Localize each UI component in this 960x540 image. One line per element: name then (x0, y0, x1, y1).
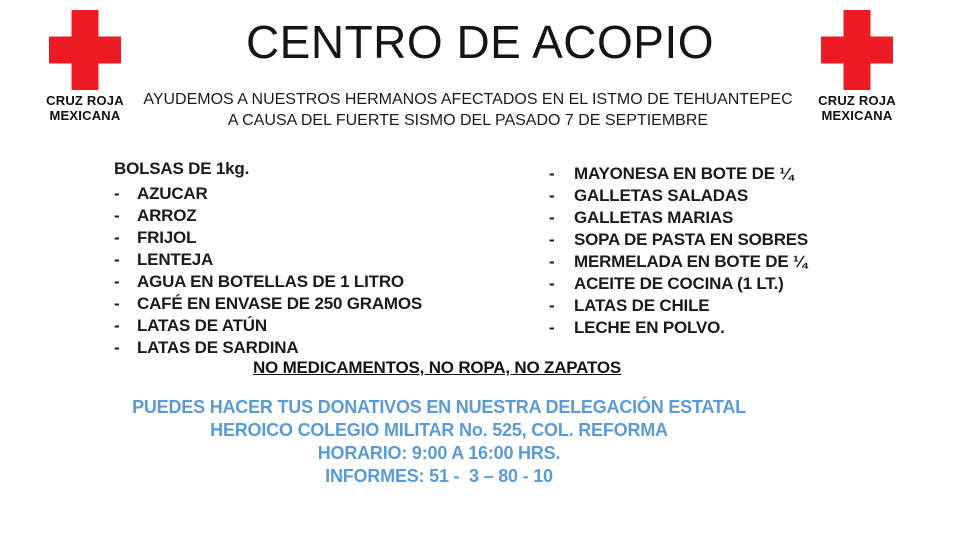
list-item-label: AGUA EN BOTELLAS DE 1 LITRO (137, 272, 404, 291)
donation-hours: HORARIO: 9:00 A 16:00 HRS. (317, 443, 561, 463)
list-item-label: CAFÉ EN ENVASE DE 250 GRAMOS (137, 294, 423, 313)
bullet-dash: - (114, 250, 120, 269)
bullet-dash: - (549, 318, 555, 337)
logo-caption-line2: MEXICANA (49, 108, 121, 123)
list-item-label: AZUCAR (137, 184, 208, 203)
list-item-label: LATAS DE CHILE (574, 296, 710, 315)
donation-info (0, 396, 878, 488)
page-title: CENTRO DE ACOPIO (245, 16, 715, 68)
bullet-dash: - (549, 296, 555, 315)
bullet-dash: - (549, 208, 555, 227)
bullet-dash: - (114, 294, 120, 313)
donation-list-rows (114, 183, 422, 359)
list-item (549, 295, 808, 317)
bullet-dash: - (549, 252, 555, 271)
bullet-dash: - (114, 206, 120, 225)
list-item (114, 337, 422, 359)
logo-caption (44, 93, 126, 123)
list-item (549, 251, 808, 273)
list-item (114, 271, 422, 293)
list-item (549, 317, 808, 339)
list-item (114, 183, 422, 205)
list-item (549, 185, 808, 207)
bullet-dash: - (549, 274, 555, 293)
donation-list-right (549, 160, 808, 339)
list-item-label: ARROZ (137, 206, 197, 225)
logo-caption-line1: CRUZ ROJA (818, 93, 896, 108)
list-item (114, 249, 422, 271)
list-item (549, 163, 808, 185)
list-item-label: LATAS DE SARDINA (137, 338, 299, 357)
page-subtitle (120, 89, 816, 131)
list-item (114, 205, 422, 227)
list-item (114, 227, 422, 249)
list-item-label: SOPA DE PASTA EN SOBRES (574, 230, 809, 249)
list-item (549, 273, 808, 295)
bullet-dash: - (114, 272, 120, 291)
list-item-label: FRIJOL (137, 228, 197, 247)
bullet-dash: - (114, 184, 120, 203)
bullet-dash: - (114, 228, 120, 247)
list-item (114, 315, 422, 337)
donation-info-line1: PUEDES HACER TUS DONATIVOS EN NUESTRA DELEGACIÓN ESTATAL (132, 397, 746, 417)
list-item-label: LATAS DE ATÚN (137, 316, 267, 335)
list-item-label: LECHE EN POLVO. (574, 318, 725, 337)
logo-caption (816, 93, 898, 123)
donation-list-rows (549, 163, 808, 339)
bullet-dash: - (549, 230, 555, 249)
list-item-label: MERMELADA EN BOTE DE ¼ (574, 252, 807, 271)
list-item-label: GALLETAS SALADAS (574, 186, 749, 205)
list-item-label: MAYONESA EN BOTE DE ¼ (574, 164, 794, 183)
bullet-dash: - (114, 316, 120, 335)
donation-phone: INFORMES: 51 - 3 – 80 - 10 (325, 466, 553, 486)
donation-list-left (114, 158, 422, 359)
bullet-dash: - (549, 186, 555, 205)
subtitle-line2: A CAUSA DEL FUERTE SISMO DEL PASADO 7 DE SEPTIEMBRE (227, 112, 709, 129)
list-item-label: ACEITE DE COCINA (1 LT.) (574, 274, 784, 293)
bullet-dash: - (549, 164, 555, 183)
list-item (549, 207, 808, 229)
subtitle-line1: AYUDEMOS A NUESTROS HERMANOS AFECTADOS EN EL ISTMO DE TEHUANTEPEC (143, 91, 793, 108)
restrictions-notice: NO MEDICAMENTOS, NO ROPA, NO ZAPATOS (252, 358, 622, 377)
logo-caption-line1: CRUZ ROJA (46, 93, 124, 108)
list-item-label: GALLETAS MARIAS (574, 208, 734, 227)
donation-list-heading: BOLSAS DE 1kg. (114, 159, 250, 178)
list-item-label: LENTEJA (137, 250, 214, 269)
list-item (114, 293, 422, 315)
list-item (549, 229, 808, 251)
donation-address: HEROICO COLEGIO MILITAR No. 525, COL. REFORMA (210, 420, 668, 440)
logo-caption-line2: MEXICANA (821, 108, 893, 123)
bullet-dash: - (114, 338, 120, 357)
